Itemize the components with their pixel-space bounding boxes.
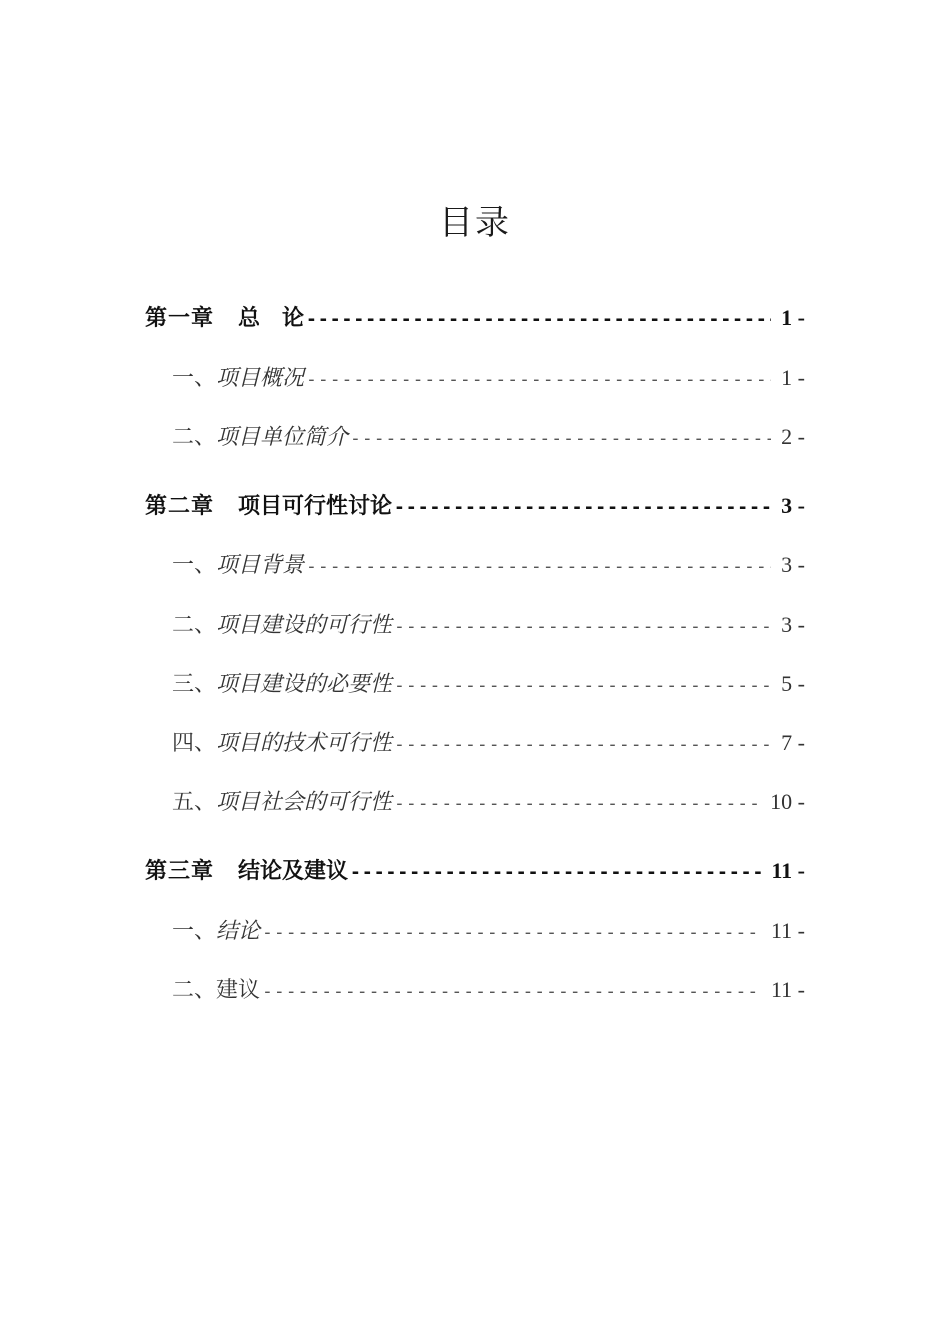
- toc-chapter-2[interactable]: [145, 490, 805, 522]
- toc-dot-leader: [394, 788, 760, 820]
- toc-dot-leader: [394, 611, 771, 643]
- toc-page-number: 11 -: [771, 858, 805, 883]
- toc-chapter-number: 第二章: [145, 493, 215, 519]
- toc-section-2-3[interactable]: [172, 668, 805, 700]
- toc-page-number: 1 -: [781, 305, 805, 330]
- toc-dot-leader: [306, 551, 771, 583]
- toc-page-number: 11 -: [770, 977, 805, 1002]
- toc-page-number: 10 -: [770, 789, 805, 814]
- toc-section-title: 项目概况: [216, 366, 305, 391]
- toc-section-number: 五、: [172, 790, 217, 815]
- toc-page-number: 11 -: [770, 918, 805, 943]
- toc-page-number: 5 -: [781, 671, 805, 696]
- toc-chapter-title: 结论及建议: [238, 858, 349, 884]
- toc-chapter-1[interactable]: [145, 302, 805, 334]
- toc-section-title: 项目社会的可行性: [216, 790, 393, 815]
- toc-section-3-1[interactable]: [172, 915, 805, 947]
- toc-section-1-2[interactable]: [172, 421, 805, 453]
- toc-section-2-5[interactable]: [172, 786, 805, 818]
- page-title: 目录: [439, 202, 511, 243]
- toc-chapter-3[interactable]: [145, 855, 805, 887]
- toc-dot-leader: [262, 917, 761, 949]
- toc-section-title: 建议: [216, 978, 261, 1003]
- toc-chapter-number: 第三章: [145, 858, 215, 884]
- toc-page-number: 2 -: [781, 424, 805, 449]
- toc-section-title: 项目的技术可行性: [216, 731, 393, 756]
- toc-dot-leader: [306, 364, 771, 396]
- toc-chapter-number: 第一章: [145, 305, 215, 331]
- toc-page-number: 3 -: [781, 552, 805, 577]
- toc-section-title: 项目单位简介: [216, 425, 349, 450]
- toc-page-number: 3 -: [781, 612, 805, 637]
- toc-section-number: 一、: [172, 919, 217, 944]
- toc-section-number: 三、: [172, 672, 217, 697]
- toc-section-number: 二、: [172, 613, 217, 638]
- toc-dot-leader: [306, 304, 771, 336]
- toc-section-1-1[interactable]: [172, 362, 805, 394]
- toc-section-2-2[interactable]: [172, 609, 805, 641]
- toc-section-title: 项目建设的可行性: [216, 613, 393, 638]
- toc-section-number: 四、: [172, 731, 217, 756]
- toc-dot-leader: [350, 423, 771, 455]
- toc-page-number: 7 -: [781, 730, 805, 755]
- toc-dot-leader: [394, 729, 771, 761]
- toc-section-title: 项目建设的必要性: [216, 672, 393, 697]
- toc-dot-leader: [262, 976, 761, 1008]
- toc-dot-leader: [394, 670, 771, 702]
- toc-section-2-1[interactable]: [172, 549, 805, 581]
- toc-section-number: 二、: [172, 425, 217, 450]
- toc-section-number: 一、: [172, 366, 217, 391]
- toc-page-number: 3 -: [781, 493, 805, 518]
- toc-dot-leader: [350, 857, 761, 889]
- toc-section-title: 项目背景: [216, 553, 305, 578]
- toc-section-2-4[interactable]: [172, 727, 805, 759]
- toc-section-number: 二、: [172, 978, 217, 1003]
- toc-chapter-title: 项目可行性讨论: [238, 493, 393, 519]
- toc-page-number: 1 -: [781, 365, 805, 390]
- toc-section-title: 结论: [216, 919, 261, 944]
- toc-dot-leader: [394, 492, 771, 524]
- toc-chapter-title: 总 论: [238, 305, 305, 331]
- toc-section-3-2[interactable]: [172, 974, 805, 1006]
- toc-section-number: 一、: [172, 553, 217, 578]
